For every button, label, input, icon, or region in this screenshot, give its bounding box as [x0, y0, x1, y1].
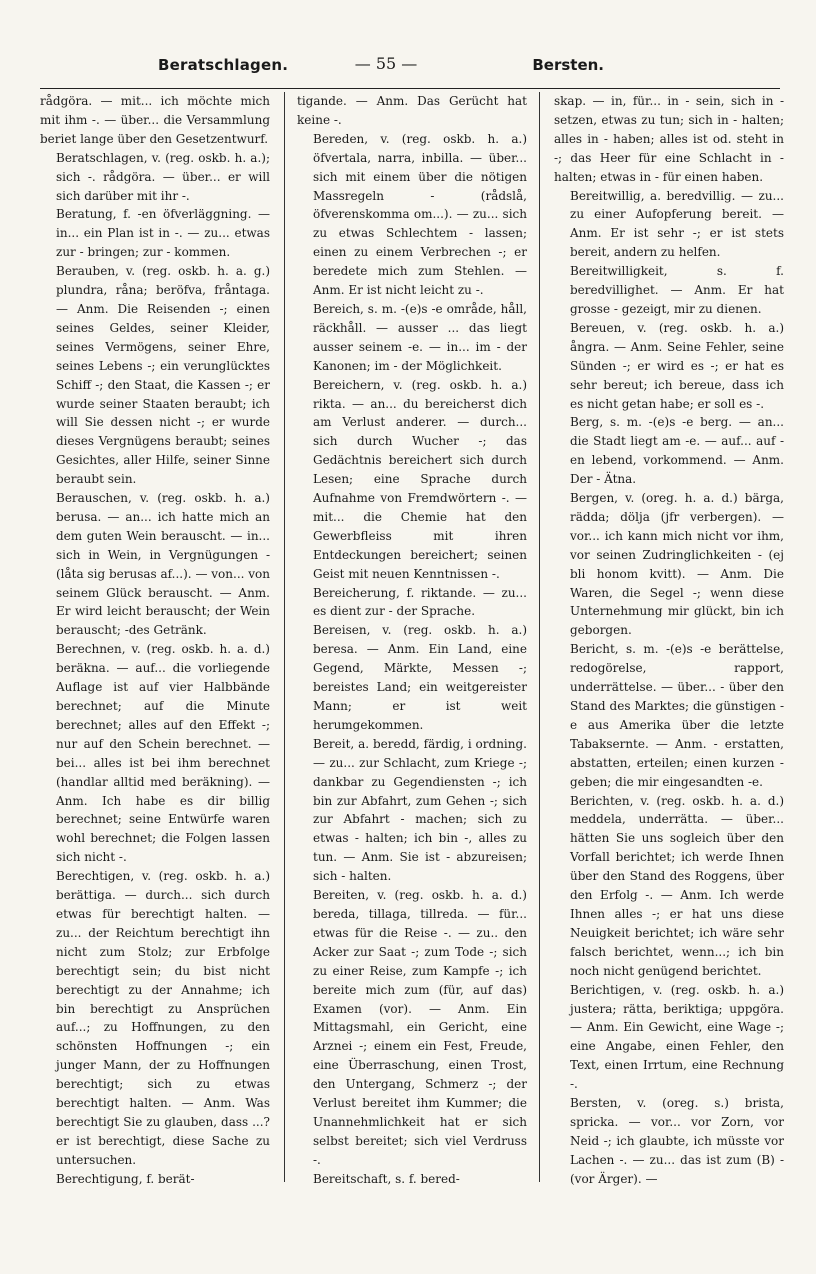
- entry-paragraph: Berechtigen, v. (reg. oskb. h. a.) berättiga. — durch... sich durch etwas für berechtigt halten. — zu... der Reichtum berechtigt ihn nicht zum Stolz; zur Erbfolge berechtigt sein; du bist nicht berechtigt zu der Annahme; ich bin berechtigt zu Ansprüchen auf...; zu Hoffnungen, zu den schönsten Hoffnungen -; ein junger Mann, der zu Hoffnungen berechtigt; sich zu etwas berechtigt halten. — Anm. Was berechtigt Sie zu glauben, dass ...? er ist berechtigt, diese Sache zu untersuchen.: [56, 869, 270, 1167]
- column-divider: [539, 92, 540, 1182]
- page-number: — 55 —: [354, 54, 418, 73]
- entry-paragraph: Bereit, a. beredd, färdig, i ordning. — zu... zur Schlacht, zum Kriege -; dankbar zu Gegendiensten -; ich bin zur Abfahrt, zum Gehen -; sich zur Abfahrt - machen; sich zu etwas - halten; ich bin -, alles zu tun. — Anm. Sie ist - abzureisen; sich - halten.: [313, 736, 527, 884]
- entry-paragraph: Bereicherung, f. riktande. — zu... es dient zur - der Sprache.: [313, 585, 527, 619]
- entry-paragraph: Berauschen, v. (reg. oskb. h. a.) berusa. — an... ich hatte mich an dem guten Wein berauscht. — in... sich in Wein, in Vergnügungen - (låta sig berusas af...). — von... von seinem Glück berauscht. — Anm. Er wird leicht berauscht; der Wein berauscht; -des Getränk.: [56, 491, 270, 638]
- column-2: [297, 92, 527, 1189]
- entry-paragraph: Beratschlagen, v. (reg. oskb. h. a.); sich -. rådgöra. — über... er will sich darüber mit ihr -.: [56, 150, 270, 203]
- column-1: [40, 92, 270, 1189]
- column-divider: [284, 92, 285, 1182]
- entry-paragraph: skap. — in, für... in - sein, sich in - setzen, etwas zu tun; sich in - halten; alles in - haben; alles ist od. steht in -; das Heer für eine Schlacht in - halten; etwas in - für einen haben.: [554, 94, 784, 184]
- entry-paragraph: Berichten, v. (reg. oskb. h. a. d.) meddela, underrätta. — über... hätten Sie uns sogleich über den Vorfall berichtet; ich werde Ihnen über den Stand des Roggens, über den Erfolg -. — Anm. Ich werde Ihnen alles -; er hat uns diese Neuigkeit berichtet; ich wäre sehr falsch berichtet, wenn...; ich bin noch nicht genügend berichtet.: [570, 793, 784, 978]
- entry-paragraph: Bereiten, v. (reg. oskb. h. a. d.) bereda, tillaga, tillreda. — für... etwas für die Reise -. — zu.. den Acker zur Saat -; zum Tode -; sich zu einer Reise, zum Kampfe -; ich bereite mich zum (für, auf das) Examen (vor). — Anm. Ein Mittagsmahl, ein Gericht, eine Arznei -; einem ein Fest, Freude, eine Überraschung, einen Trost, den Untergang, Schmerz -; der Verlust bereitet ihm Kummer; die Unannehmlichkeit hat er sich selbst bereitet; sich viel Verdruss -.: [313, 888, 527, 1167]
- entry-paragraph: Bericht, s. m. -(e)s -e berättelse, redogörelse, rapport, underrättelse. — über... - über den Stand des Marktes; die günstigen -e aus Amerika über die letzte Tabaksernte. — Anm. - erstatten, abstatten, erteilen; einen kurzen - geben; die mir eingesandten -e.: [570, 642, 784, 789]
- entry-paragraph: Bereitwilligkeit, s. f. beredvillighet. — Anm. Er hat grosse - gezeigt, mir zu dienen.: [570, 264, 784, 316]
- header-left-guideword: Beratschlagen.: [158, 56, 289, 74]
- column-3: [554, 92, 784, 1189]
- header-rule: [40, 88, 780, 89]
- entry-paragraph: Bersten, v. (oreg. s.) brista, spricka. — vor... vor Zorn, vor Neid -; ich glaubte, ich müsste vor Lachen -. — zu... das ist zum (B) - (vor Ärger). —: [570, 1096, 784, 1186]
- entry-paragraph: Bereichern, v. (reg. oskb. h. a.) rikta. — an... du bereicherst dich am Verlust anderer. — durch... sich durch Wucher -; das Gedächtnis bereichert sich durch Lesen; eine Sprache durch Aufnahme von Fremdwörtern -. — mit... die Chemie hat den Gewerbfleiss mit ihren Entdeckungen bereichert; seinen Geist mit neuen Kenntnissen -.: [313, 377, 527, 581]
- entry-paragraph: Bereich, s. m. -(e)s -e område, håll, räckhåll. — ausser ... das liegt ausser seinem -e. — in... im - der Kanonen; im - der Möglichkeit.: [313, 301, 527, 373]
- entry-paragraph: Bereitwillig, a. beredvillig. — zu... zu einer Aufopferung bereit. — Anm. Er ist sehr -; er ist stets bereit, andern zu helfen.: [570, 188, 784, 260]
- entry-paragraph: Berichtigen, v. (reg. oskb. h. a.) justera; rätta, beriktiga; uppgöra. — Anm. Ein Gewicht, eine Wage -; eine Angabe, einen Fehler, den Text, einen Irrtum, eine Rechnung -.: [570, 982, 784, 1092]
- entry-paragraph: Bergen, v. (oreg. h. a. d.) bärga, rädda; dölja (jfr verbergen). — vor... ich kann mich nicht vor ihm, vor seinen Zudringlichkeiten - (ej bli honom kvitt). — Anm. Die Waren, die Segel -; wenn diese Unternehmung mir glückt, bin ich geborgen.: [570, 491, 784, 638]
- entry-paragraph: Bereden, v. (reg. oskb. h. a.) öfvertala, narra, inbilla. — über... sich mit einem über die nötigen Massregeln - (rådslå, öfverenskomma om...). — zu... sich zu etwas Schlechtem - lassen; einen zu einem Verbrechen -; er beredete mich zum Stehlen. — Anm. Er ist nicht leicht zu -.: [313, 131, 527, 298]
- entry-paragraph: Berauben, v. (reg. oskb. h. a. g.) plundra, råna; beröfva, fråntaga. — Anm. Die Reisenden -; einen seines Geldes, seiner Kleider, seines Vermögens, seiner Ehre, seines Lebens -; ein verunglücktes Schiff -; den Staat, die Kassen -; er wurde seiner Staaten beraubt; ich will Sie dessen nicht -; er wurde dieses Vergnügens beraubt; seines Gesichtes, aller Hilfe, seiner Sinne beraubt sein.: [56, 264, 270, 487]
- page-header: [40, 52, 780, 78]
- entry-paragraph: Bereitschaft, s. f. bered-: [313, 1171, 460, 1186]
- entry-paragraph: Berechnen, v. (reg. oskb. h. a. d.) beräkna. — auf... die vorliegende Auflage ist auf vier Halbbände berechnet; auf die Minute berechnet; alles auf den Effekt -; nur auf den Schein berechnet. — bei... alles ist bei ihm berechnet (handlar alltid med beräkning). — Anm. Ich habe es dir billig berechnet; seine Entwürfe waren wohl berechnet; die Folgen lassen sich nicht -.: [56, 642, 270, 865]
- header-right-guideword: Bersten.: [532, 56, 604, 74]
- entry-paragraph: Berg, s. m. -(e)s -e berg. — an... die Stadt liegt am -e. — auf... auf -en lebend, vorkommend. — Anm. Der - Ätna.: [570, 415, 784, 487]
- text-columns: [40, 92, 784, 1192]
- entry-paragraph: Bereuen, v. (reg. oskb. h. a.) ångra. — Anm. Seine Fehler, seine Sünden -; er wird es -; er hat es sehr bereut; ich bereue, dass ich es nicht getan habe; er soll es -.: [570, 320, 784, 411]
- entry-paragraph: tigande. — Anm. Das Gerücht hat keine -.: [297, 94, 527, 127]
- entry-paragraph: Beratung, f. -en öfverläggning. — in... ein Plan ist in -. — zu... etwas zur - bringen; zur - kommen.: [56, 207, 270, 260]
- entry-paragraph: Berechtigung, f. berät-: [56, 1171, 195, 1186]
- entry-paragraph: rådgöra. — mit... ich möchte mich mit ihm -. — über... die Versammlung beriet lange über den Gesetzentwurf.: [40, 94, 270, 146]
- entry-paragraph: Bereisen, v. (reg. oskb. h. a.) beresa. — Anm. Ein Land, eine Gegend, Märkte, Messen -; bereistes Land; ein weitgereister Mann; er ist weit herumgekommen.: [313, 623, 527, 732]
